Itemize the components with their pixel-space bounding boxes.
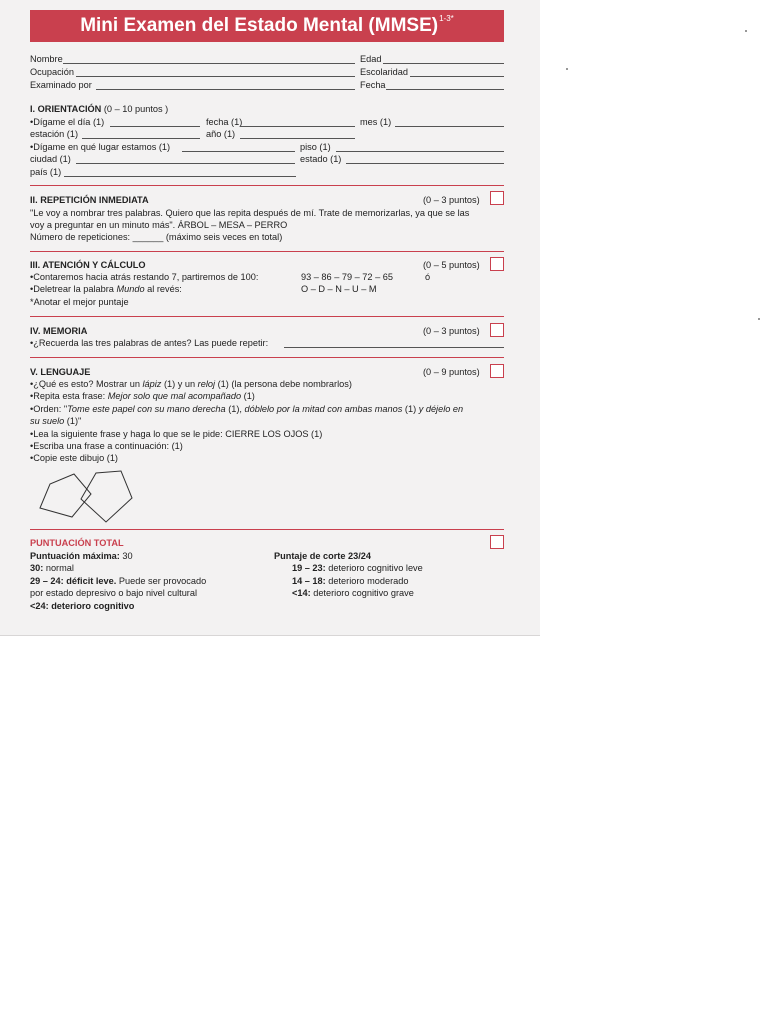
label-nombre: Nombre <box>30 54 63 64</box>
form-sheet <box>0 0 540 636</box>
label-edad: Edad <box>360 54 382 64</box>
atencion-text-1: •Contaremos hacia atrás restando 7, partiremos de 100: <box>30 272 259 282</box>
section-lenguaje-range: (0 – 9 puntos) <box>423 367 480 377</box>
section-repeticion-range: (0 – 3 puntos) <box>423 195 480 205</box>
memoria-text: •¿Recuerda las tres palabras de antes? Las puede repetir: <box>30 338 269 348</box>
label-escolaridad: Escolaridad <box>360 67 409 77</box>
label-piso: piso (1) <box>300 142 331 152</box>
section-atencion-range: (0 – 5 puntos) <box>423 260 480 270</box>
field-escolaridad[interactable] <box>410 76 504 77</box>
lenguaje-item-3: •Orden: "Tome este papel con su mano derecha (1), dóblelo por la mitad con ambas manos (1) y déjelo en <box>30 404 464 414</box>
field-mes[interactable] <box>395 126 504 127</box>
score-box-repeticion[interactable] <box>490 191 504 205</box>
field-anio[interactable] <box>240 138 355 139</box>
label-anio: año (1) <box>206 129 236 139</box>
field-nombre[interactable] <box>63 63 355 64</box>
field-ciudad[interactable] <box>76 163 295 164</box>
label-fecha: Fecha <box>360 80 386 90</box>
cutoff-heading: Puntaje de corte 23/24 <box>274 551 372 561</box>
title-superscript: 1-3* <box>439 14 454 23</box>
q-dia: •Dígame el día (1) <box>30 117 105 127</box>
total-normal: 30: normal <box>30 563 74 573</box>
repeticion-count: Número de repeticiones: ______ (máximo seis veces en total) <box>30 232 283 242</box>
field-estacion[interactable] <box>82 138 200 139</box>
section-memoria-heading: IV. MEMORIA <box>30 326 88 336</box>
field-estado[interactable] <box>346 163 504 164</box>
score-box-lenguaje[interactable] <box>490 364 504 378</box>
field-piso[interactable] <box>336 151 504 152</box>
total-max: Puntuación máxima: 30 <box>30 551 133 561</box>
scan-speck <box>745 30 747 32</box>
atencion-sequence-letters: O – D – N – U – M <box>301 284 377 294</box>
section-divider <box>30 357 504 358</box>
label-estado: estado (1) <box>300 154 342 164</box>
label-ciudad: ciudad (1) <box>30 154 71 164</box>
cutoff-moderado: 14 – 18: deterioro moderado <box>292 576 409 586</box>
total-deficit-leve: 29 – 24: déficit leve. Puede ser provocado <box>30 576 207 586</box>
q-lugar: •Dígame en qué lugar estamos (1) <box>30 142 171 152</box>
label-fecha-orient: fecha (1) <box>206 117 243 127</box>
scan-speck <box>566 68 568 70</box>
lenguaje-item-5: •Escriba una frase a continuación: (1) <box>30 441 183 451</box>
lenguaje-item-4: •Lea la siguiente frase y haga lo que se le pide: CIERRE LOS OJOS (1) <box>30 429 323 439</box>
lenguaje-item-3-cont: su suelo (1)" <box>30 416 82 426</box>
label-ocupacion: Ocupación <box>30 67 74 77</box>
field-ocupacion[interactable] <box>76 76 355 77</box>
repeticion-text-1: "Le voy a nombrar tres palabras. Quiero que las repita después de mí. Trate de memorizarlas, ya que se las <box>30 208 470 218</box>
section-repeticion-heading: II. REPETICIÓN INMEDIATA <box>30 195 149 205</box>
field-fecha[interactable] <box>386 89 504 90</box>
section-divider <box>30 185 504 186</box>
total-heading: PUNTUACIÓN TOTAL <box>30 538 124 548</box>
cutoff-leve: 19 – 23: deterioro cognitivo leve <box>292 563 423 573</box>
intersecting-pentagons-drawing <box>36 464 136 528</box>
section-divider <box>30 251 504 252</box>
atencion-sequence-numbers: 93 – 86 – 79 – 72 – 65 <box>301 272 393 282</box>
section-divider <box>30 316 504 317</box>
score-box-memoria[interactable] <box>490 323 504 337</box>
section-memoria-range: (0 – 3 puntos) <box>423 326 480 336</box>
total-deterioro: <24: deterioro cognitivo <box>30 601 135 611</box>
field-lugar[interactable] <box>182 151 295 152</box>
score-box-total[interactable] <box>490 535 504 549</box>
section-lenguaje-heading: V. LENGUAJE <box>30 367 91 377</box>
field-fecha-orient[interactable] <box>240 126 355 127</box>
label-pais: país (1) <box>30 167 62 177</box>
lenguaje-item-2: •Repita esta frase: Mejor solo que mal acompañado (1) <box>30 391 255 401</box>
cutoff-grave: <14: deterioro cognitivo grave <box>292 588 414 598</box>
label-estacion: estación (1) <box>30 129 79 139</box>
section-orientacion-heading: I. ORIENTACIÓN (0 – 10 puntos ) <box>30 104 169 114</box>
lenguaje-item-1: •¿Qué es esto? Mostrar un lápiz (1) y un reloj (1) (la persona debe nombrarlos) <box>30 379 352 389</box>
section-atencion-heading: III. ATENCIÓN Y CÁLCULO <box>30 260 146 270</box>
field-memoria[interactable] <box>284 347 504 348</box>
atencion-text-2: •Deletrear la palabra Mundo al revés: <box>30 284 182 294</box>
field-dia[interactable] <box>110 126 200 127</box>
lenguaje-item-6: •Copie este dibujo (1) <box>30 453 118 463</box>
field-pais[interactable] <box>64 176 296 177</box>
label-examinado: Examinado por <box>30 80 92 90</box>
page-title: Mini Examen del Estado Mental (MMSE)$^{1-3*}$ <box>30 10 504 42</box>
repeticion-text-2: voy a preguntar en un minuto más". ÁRBOL – MESA – PERRO <box>30 220 288 230</box>
section-divider <box>30 529 504 530</box>
score-box-atencion[interactable] <box>490 257 504 271</box>
atencion-note: *Anotar el mejor puntaje <box>30 297 129 307</box>
total-deficit-leve-cont: por estado depresivo o bajo nivel cultural <box>30 588 198 598</box>
field-examinado[interactable] <box>96 89 355 90</box>
field-edad[interactable] <box>383 63 504 64</box>
label-mes: mes (1) <box>360 117 392 127</box>
atencion-or: ó <box>425 272 431 282</box>
scan-speck <box>758 318 760 320</box>
